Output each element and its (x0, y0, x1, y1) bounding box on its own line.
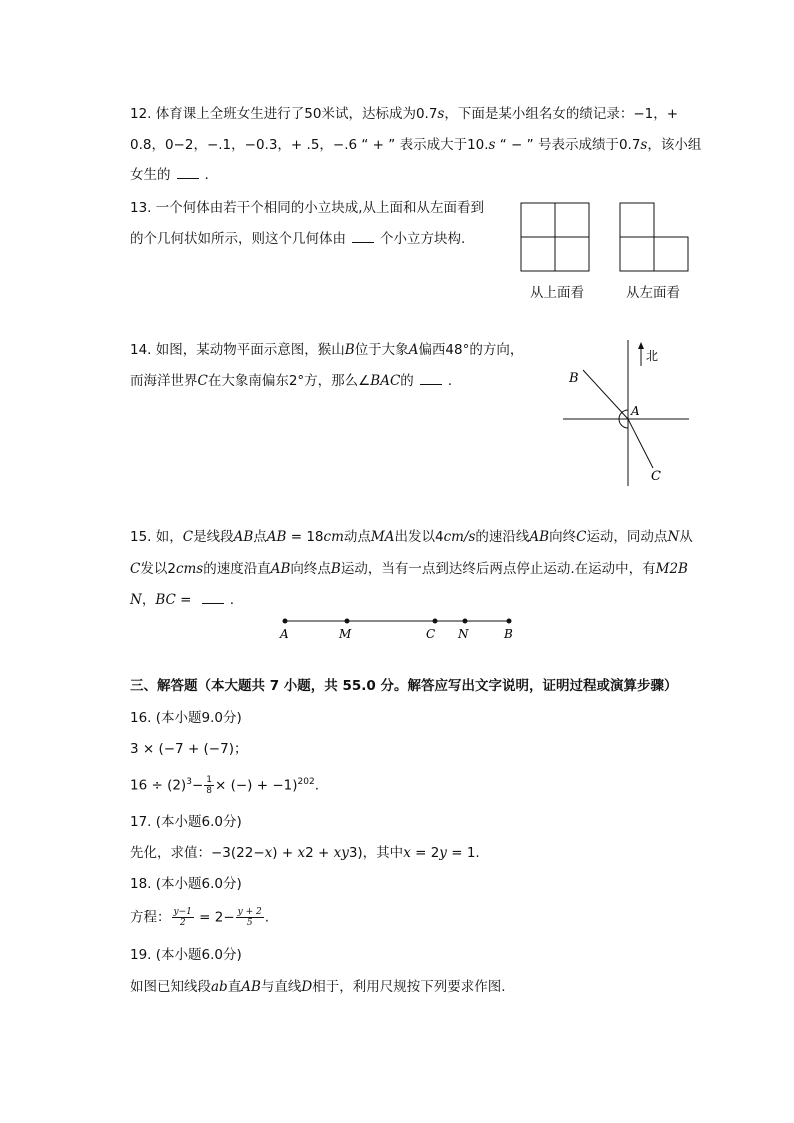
point-n-dot (463, 619, 468, 624)
point-c-label: C (651, 469, 661, 484)
q14-line-1: 14. 如图，某动物平面示意图，猴山B位于大象A偏西48°的方向， (130, 342, 524, 358)
fraction: $\frac{y + 2}{5}$ (237, 907, 262, 928)
q16-heading: 16. (本小题9.0分) (130, 710, 242, 726)
point-a-dot (283, 619, 288, 624)
q13-line-1: 13. 一个何体由若干个相同的小立块成,从上面和从左面看到 (130, 200, 485, 216)
point-a-label: A (631, 404, 640, 418)
q19-body: 如图已知线段ab直AB与直线D相于，利用尺规按下列要求作图. (130, 979, 506, 995)
q18-body: 方程： $\frac{y-1}{2}$ = 2− $\frac{y + 2}{5}$ . (130, 907, 270, 928)
top-view-label: 从上面看 (530, 285, 584, 301)
point-b-dot (507, 619, 512, 624)
q16-expr-1: 3 × (−7 + (−7)； (130, 741, 248, 757)
q18-heading: 18. (本小题6.0分) (130, 876, 242, 892)
q17-body: 先化，求值：−3(22−x) + x2 + xy3)，其中x = 2y = 1. (130, 845, 480, 861)
point-m-dot (345, 619, 350, 624)
answer-blank (352, 230, 374, 243)
q15-line-1: 15. 如，C是线段AB点AB = 18cm动点MA出发以4cm/s的速沿线AB向终C运动，同动点N从 (130, 529, 693, 545)
q14-line-2: 而海洋世界C在大象南偏东2°方，那么∠BAC的 . (130, 373, 453, 389)
north-arrowhead (638, 342, 644, 349)
q12-line-3: 女生的 . (130, 167, 209, 183)
top-view-cell (555, 203, 589, 237)
point-c-label: C (426, 627, 436, 641)
q15-segment-figure (275, 612, 525, 642)
q13-line-2: 的个几何状如所示，则这个几何体由 个小立方块构. (130, 231, 466, 247)
left-view-cell (620, 237, 654, 271)
q15-line-2: C发以2cms的速度沿直AB向终点B运动，当有一点到达终后两点停止运动.在运动中，有M2B (130, 561, 688, 577)
top-view-cell (555, 237, 589, 271)
ray-ac (628, 419, 653, 468)
q17-heading: 17. (本小题6.0分) (130, 814, 242, 830)
point-a-label: A (280, 627, 289, 641)
q14-compass-figure (555, 338, 695, 490)
point-b-label: B (569, 371, 579, 386)
top-view-cell (521, 237, 555, 271)
section-3-heading: 三、解答题（本大题共 7 小题，共 55.0 分。解答应写出文字说明，证明过程或演算步骤） (130, 678, 678, 694)
answer-blank (177, 166, 199, 179)
point-b-label: B (504, 627, 513, 641)
answer-blank (420, 372, 442, 385)
q16-expr-2: $16 \div (2)^3-$ $\frac{1}{8}$ × (−) + −1)$^{202}$. (130, 775, 319, 796)
top-view-cell (521, 203, 555, 237)
answer-blank (202, 591, 224, 604)
fraction: $\frac{1}{8}$ (206, 775, 212, 796)
q19-heading: 19. (本小题6.0分) (130, 947, 242, 963)
point-c-dot (433, 619, 438, 624)
left-view-cell (620, 203, 654, 237)
q12-line-1: 12. 体育课上全班女生进行了50米试，达标成为0.7s，下面是某小组名女的绩记录：−1，+ (130, 106, 679, 122)
fraction: $\frac{y-1}{2}$ (173, 907, 192, 928)
q12-line-2: 0.8，0−2，−.1，−0.3，+ .5，−.6 “ + ” 表示成大于10.s “ − ” 号表示成绩于0.7s，该小组 (130, 137, 702, 153)
north-label: 北 (646, 349, 659, 363)
point-n-label: N (458, 627, 469, 641)
q15-line-3: N，BC = . (130, 592, 235, 608)
left-view-label: 从左面看 (626, 285, 680, 301)
left-view-cell (654, 237, 688, 271)
point-m-label: M (339, 627, 352, 641)
ray-ab (583, 370, 628, 419)
